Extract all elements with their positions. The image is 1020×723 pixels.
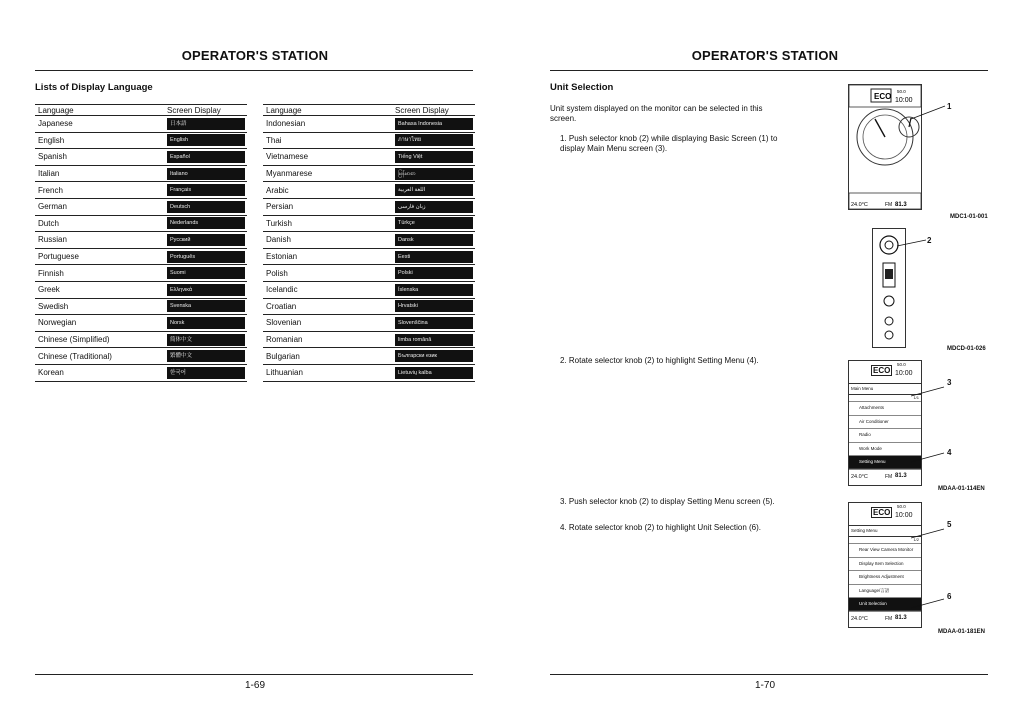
menu-item[interactable]: Air Conditioner (849, 416, 921, 430)
language-name: Spanish (35, 149, 164, 166)
screen-display-cell (164, 198, 247, 215)
right-page-header: OPERATOR'S STATION (691, 48, 839, 63)
callout-5: 5 (947, 520, 952, 529)
screen-display-sample: Slovenščina (395, 317, 473, 329)
language-name: Dutch (35, 215, 164, 232)
screen-display-cell (164, 265, 247, 282)
menu-item[interactable]: Setting Menu (849, 456, 921, 470)
main-menu-title: Main Menu (849, 384, 921, 395)
language-name: Greek (35, 281, 164, 298)
screen-display-sample: Nederlands (167, 217, 245, 229)
menu-item[interactable]: Display Item Selection (849, 558, 921, 572)
language-name: Finnish (35, 265, 164, 282)
col-language: Language (35, 105, 164, 116)
col-language: Language (263, 105, 392, 116)
step-3: 3. Push selector knob (2) to display Setting Menu screen (5). (560, 497, 775, 506)
screen-display-sample: Italiano (167, 168, 245, 180)
footer-rule (550, 674, 988, 675)
screen-display-sample: زبان فارسی (395, 201, 473, 213)
screen-display-cell (392, 215, 475, 232)
language-row (263, 182, 475, 199)
menu-item[interactable]: Language/言語 (849, 585, 921, 599)
section-title: Unit Selection (550, 82, 614, 93)
col-screen-display: Screen Display (164, 105, 247, 116)
temperature-readout: 24.0°C (851, 202, 868, 208)
intro-text: Unit system displayed on the monitor can be selected in this screen. (550, 104, 763, 123)
clock-display: 10:00 (895, 97, 913, 104)
language-name: Lithuanian (263, 364, 392, 381)
screen-display-cell (392, 281, 475, 298)
screen-display-sample: Norsk (167, 317, 245, 329)
language-table-b (263, 104, 475, 382)
setting-menu-figure: ECO 50.0 10:00 Setting Menu 1/2 Rear View Camera Monitor Display Item Selection Brightness Adjustment Language/言語 Unit Selection 24.0°C FM 81.3 (848, 502, 922, 628)
language-row (263, 232, 475, 249)
eco-indicator: ECO (874, 92, 892, 101)
screen-display-sample: 한국어 (167, 367, 245, 379)
screen-display-sample: Bahasa Indonesia (395, 118, 473, 130)
page-number: 1-70 (754, 680, 775, 691)
language-row (263, 331, 475, 348)
language-name: Portuguese (35, 248, 164, 265)
menu-item[interactable]: Attachments (849, 402, 921, 416)
language-name: Korean (35, 364, 164, 381)
menu-item[interactable]: Brightness Adjustment (849, 571, 921, 585)
svg-text:50.0: 50.0 (897, 89, 906, 94)
language-row (35, 248, 247, 265)
menu-item[interactable]: Radio (849, 429, 921, 443)
language-row (35, 165, 247, 182)
language-row (35, 182, 247, 199)
screen-display-sample: limba română (395, 334, 473, 346)
language-row (35, 331, 247, 348)
language-name: Romanian (263, 331, 392, 348)
language-name: Croatian (263, 298, 392, 315)
language-row (263, 315, 475, 332)
language-name: English (35, 132, 164, 149)
callout-leader-3 (910, 384, 950, 398)
header-rule (35, 70, 473, 71)
language-name: Bulgarian (263, 348, 392, 365)
screen-display-sample: Deutsch (167, 201, 245, 213)
screen-display-cell (164, 116, 247, 133)
screen-display-cell (392, 182, 475, 199)
col-screen-display: Screen Display (392, 105, 475, 116)
screen-display-cell (164, 215, 247, 232)
language-row (35, 198, 247, 215)
language-name: Estonian (263, 248, 392, 265)
language-name: Swedish (35, 298, 164, 315)
language-table-a (35, 104, 247, 382)
language-name: Persian (263, 198, 392, 215)
language-row (35, 364, 247, 381)
screen-display-cell (164, 132, 247, 149)
language-name: Indonesian (263, 116, 392, 133)
screen-display-cell (392, 315, 475, 332)
monitor-footer: 24.0°C FM 81.3 (849, 610, 921, 627)
language-name: Chinese (Simplified) (35, 331, 164, 348)
screen-display-sample: English (167, 134, 245, 146)
screen-display-sample: اللغة العربية (395, 184, 473, 196)
language-row (263, 298, 475, 315)
eco-indicator: ECO (873, 508, 891, 517)
callout-leader-4 (910, 450, 950, 464)
language-row (35, 132, 247, 149)
screen-display-sample: မြန်မာစာ (395, 168, 473, 180)
language-row (35, 315, 247, 332)
screen-display-sample: ภาษาไทย (395, 134, 473, 146)
language-row (263, 198, 475, 215)
screen-display-cell (392, 116, 475, 133)
language-name: Polish (263, 265, 392, 282)
screen-display-cell (164, 348, 247, 365)
figure-caption: MDAA-01-181EN (938, 629, 986, 635)
screen-display-cell (392, 232, 475, 249)
screen-display-sample: Íslenska (395, 284, 473, 296)
language-name: Italian (35, 165, 164, 182)
screen-display-cell (392, 298, 475, 315)
screen-display-sample: Svenska (167, 300, 245, 312)
screen-display-sample: Lietuvių kalba (395, 367, 473, 379)
left-page-header: OPERATOR'S STATION (181, 48, 329, 63)
language-row (263, 215, 475, 232)
language-row (35, 149, 247, 166)
footer-rule (35, 674, 473, 675)
header-rule (550, 70, 988, 71)
screen-display-sample: Hrvatski (395, 300, 473, 312)
language-name: Chinese (Traditional) (35, 348, 164, 365)
screen-display-sample: Dansk (395, 234, 473, 246)
language-row (35, 348, 247, 365)
language-name: Norwegian (35, 315, 164, 332)
screen-display-sample: Ελληνικά (167, 284, 245, 296)
screen-display-cell (392, 198, 475, 215)
language-row (35, 215, 247, 232)
screen-display-sample: Suomi (167, 267, 245, 279)
screen-display-sample: Français (167, 184, 245, 196)
setting-menu-title: Setting Menu (849, 526, 921, 537)
language-row (263, 165, 475, 182)
language-name: Danish (263, 232, 392, 249)
callout-2: 2 (927, 236, 932, 245)
callout-leader-1 (910, 100, 950, 120)
language-name: Vietnamese (263, 149, 392, 166)
step-2: 2. Rotate selector knob (2) to highlight Setting Menu (4). (560, 356, 759, 365)
callout-leader-6 (910, 596, 950, 610)
radio-frequency: 81.3 (895, 202, 907, 208)
monitor-header: ECO 50.0 10:00 (849, 361, 921, 384)
screen-display-cell (164, 232, 247, 249)
screen-display-cell (164, 149, 247, 166)
language-row (35, 298, 247, 315)
screen-display-sample: 繁體中文 (167, 350, 245, 362)
menu-item[interactable]: Unit Selection (849, 598, 921, 612)
screen-display-cell (392, 132, 475, 149)
language-name: French (35, 182, 164, 199)
screen-display-cell (392, 165, 475, 182)
screen-display-sample: Português (167, 251, 245, 263)
language-name: Icelandic (263, 281, 392, 298)
figure-caption: MDC1-01-001 (950, 214, 988, 220)
monitor-header: ECO 50.0 10:00 (849, 503, 921, 526)
language-row (35, 232, 247, 249)
language-name: Arabic (263, 182, 392, 199)
language-name: Japanese (35, 116, 164, 133)
screen-display-cell (164, 182, 247, 199)
menu-item[interactable]: Work Mode (849, 443, 921, 457)
language-row (263, 132, 475, 149)
screen-display-sample: 日本語 (167, 118, 245, 130)
screen-display-sample: Eesti (395, 251, 473, 263)
right-page (510, 0, 1020, 723)
language-row (263, 281, 475, 298)
language-name: Myanmarese (263, 165, 392, 182)
screen-display-cell (392, 348, 475, 365)
screen-display-sample: 简体中文 (167, 334, 245, 346)
language-name: German (35, 198, 164, 215)
language-row (263, 116, 475, 133)
screen-display-cell (164, 165, 247, 182)
screen-display-sample: Español (167, 151, 245, 163)
language-row (35, 281, 247, 298)
callout-leader-5 (910, 526, 950, 540)
screen-display-cell (392, 149, 475, 166)
step-1: 1. Push selector knob (2) while displaying Basic Screen (1) to display Main Menu screen (3). (560, 134, 778, 153)
language-name: Slovenian (263, 315, 392, 332)
main-menu-figure: ECO 50.0 10:00 Main Menu 1/1 Attachments Air Conditioner Radio Work Mode Setting Menu 24.0°C FM 81.3 (848, 360, 922, 486)
screen-display-sample: Tiếng Việt (395, 151, 473, 163)
screen-display-cell (164, 298, 247, 315)
screen-display-cell (392, 248, 475, 265)
screen-display-cell (164, 364, 247, 381)
step-4: 4. Rotate selector knob (2) to highlight Unit Selection (6). (560, 523, 761, 532)
language-name: Thai (263, 132, 392, 149)
language-name: Turkish (263, 215, 392, 232)
screen-display-cell (392, 331, 475, 348)
callout-4: 4 (947, 448, 952, 457)
screen-display-cell (164, 315, 247, 332)
screen-display-cell (392, 265, 475, 282)
screen-display-cell (164, 248, 247, 265)
eco-indicator: ECO (873, 366, 891, 375)
screen-display-cell (164, 281, 247, 298)
language-row (263, 149, 475, 166)
screen-display-sample: Русский (167, 234, 245, 246)
callout-1: 1 (947, 102, 952, 111)
language-row (263, 364, 475, 381)
screen-display-sample: Polski (395, 267, 473, 279)
language-name: Russian (35, 232, 164, 249)
screen-display-sample: Български език (395, 350, 473, 362)
language-row (263, 348, 475, 365)
screen-display-sample: Türkçe (395, 217, 473, 229)
menu-item[interactable]: Rear View Camera Monitor (849, 544, 921, 558)
callout-6: 6 (947, 592, 952, 601)
screen-display-cell (164, 331, 247, 348)
svg-text:FM: FM (885, 202, 893, 208)
language-row (35, 116, 247, 133)
section-title: Lists of Display Language (35, 82, 153, 93)
language-row (35, 265, 247, 282)
monitor-footer: 24.0°C FM 81.3 (849, 468, 921, 485)
clock-display: 10:00 (895, 370, 913, 377)
callout-3: 3 (947, 378, 952, 387)
figure-caption: MDAA-01-114EN (938, 486, 985, 492)
language-row (263, 248, 475, 265)
figure-caption: MDCD-01-026 (947, 346, 986, 352)
page-number: 1-69 (244, 680, 265, 691)
clock-display: 10:00 (895, 512, 913, 519)
language-row (263, 265, 475, 282)
screen-display-cell (392, 364, 475, 381)
